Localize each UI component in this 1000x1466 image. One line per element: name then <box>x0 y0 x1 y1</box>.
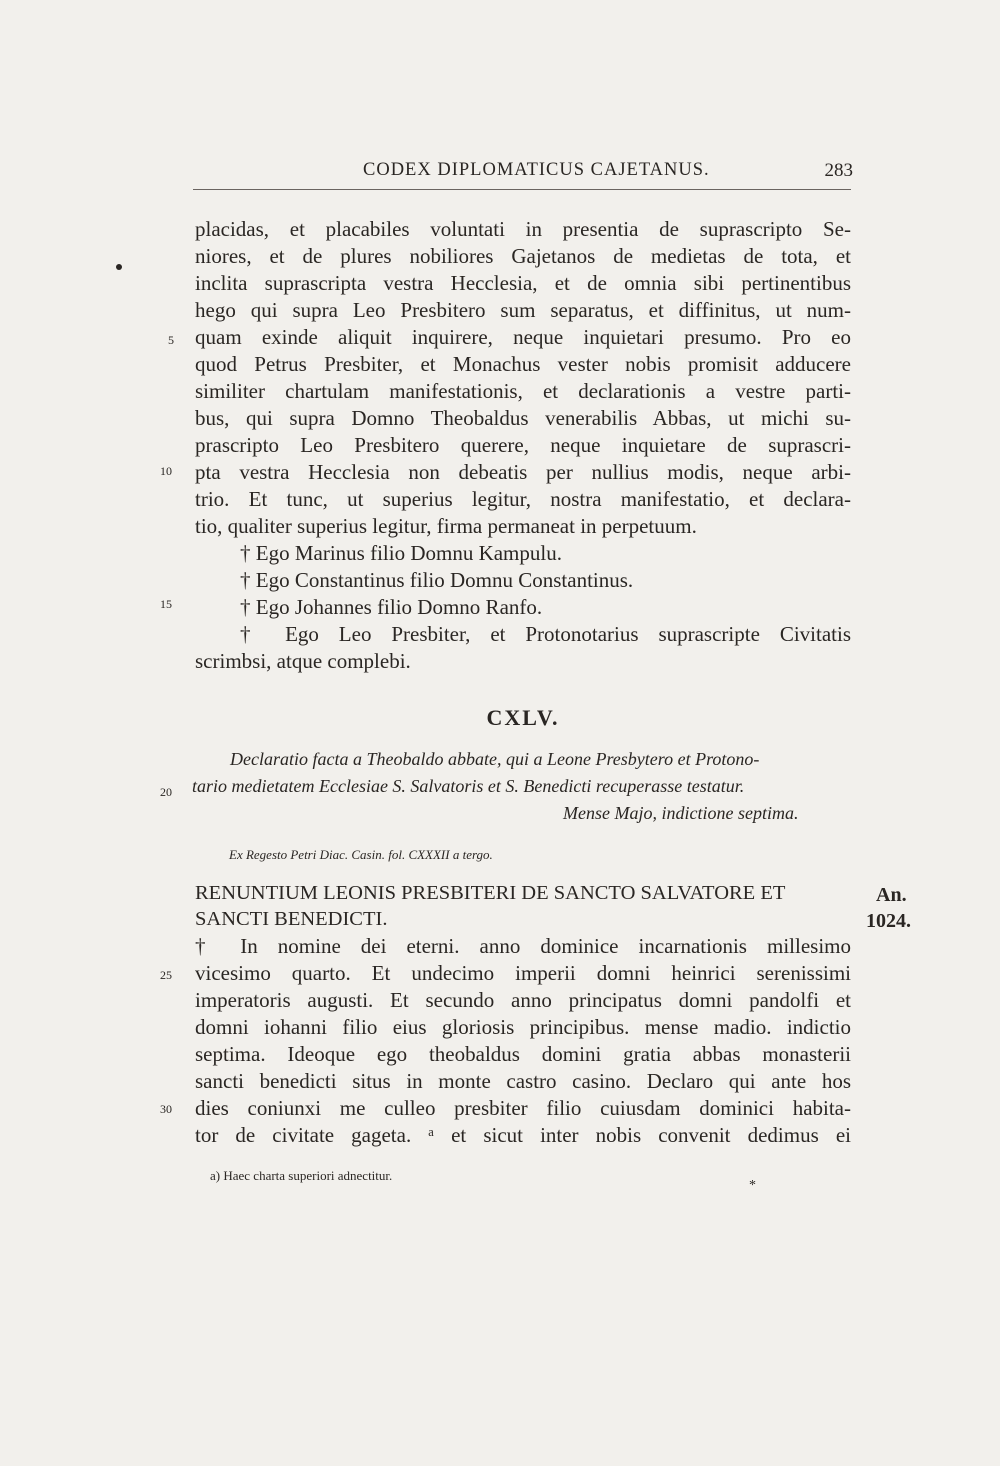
document-line: domni iohanni filio eius gloriosis principibus. mense madio. indictio <box>195 1015 851 1039</box>
document-line: tor de civitate gageta. ᵃ et sicut inter nobis convenit dedimus ei <box>195 1123 851 1147</box>
line-number: 25 <box>160 968 172 982</box>
source-note: Ex Regesto Petri Diac. Casin. fol. CXXXII a tergo. <box>229 847 493 862</box>
text-line: bus, qui supra Domno Theobaldus venerabilis Abbas, ut michi su- <box>195 406 851 430</box>
document-line: dies coniunxi me culleo presbiter filio cuiusdam dominici habita- <box>195 1096 851 1120</box>
document-line: vicesimo quarto. Et undecimo imperii domni heinrici serenissimi <box>195 961 851 985</box>
page-number: 283 <box>824 160 853 181</box>
text-line: prascripto Leo Presbitero querere, neque inquietare de suprascri- <box>195 433 851 457</box>
text-line: hego qui supra Leo Presbitero sum separatus, et diffinitus, ut num- <box>195 298 851 322</box>
document-line: sancti benedicti situs in monte castro casino. Declaro qui ante hos <box>195 1069 851 1093</box>
document-line: † In nomine dei eterni. anno dominice incarnationis millesimo <box>195 934 851 958</box>
text-line: similiter chartulam manifestationis, et declarationis a vestre parti- <box>195 379 851 403</box>
margin-dot <box>116 264 122 270</box>
line-number: 5 <box>168 333 174 347</box>
line-number: 30 <box>160 1102 172 1116</box>
summary-line: tario medietatem Ecclesiae S. Salvatoris et S. Benedicti recuperasse testatur. <box>192 776 745 796</box>
running-head <box>195 160 853 184</box>
document-title: SANCTI BENEDICTI. <box>195 908 388 930</box>
text-line: quam exinde aliquit inquirere, neque inquietari presumo. Pro eo <box>195 325 851 349</box>
text-line: niores, et de plures nobiliores Gajetanos de medietas de tota, et <box>195 244 851 268</box>
signature-line: † Ego Marinus filio Domnu Kampulu. <box>240 541 562 565</box>
line-number: 10 <box>160 464 172 478</box>
text-line: placidas, et placabiles voluntati in presentia de suprascripto Se- <box>195 217 851 241</box>
summary-line: Declaratio facta a Theobaldo abbate, qui a Leone Presbytero et Protono- <box>230 749 760 769</box>
document-line: septima. Ideoque ego theobaldus domini gratia abbas monasterii <box>195 1042 851 1066</box>
summary-line: Mense Majo, indictione septima. <box>563 803 799 823</box>
signature-mark: * <box>749 1178 756 1193</box>
line-number: 15 <box>160 597 172 611</box>
year-label: An. <box>876 884 907 906</box>
document-line: imperatoris augusti. Et secundo anno principatus domni pandolfi et <box>195 988 851 1012</box>
closing-line: scrimbsi, atque complebi. <box>195 649 411 673</box>
section-number: CXLV. <box>486 705 560 730</box>
text-line: trio. Et tunc, ut superius legitur, nostra manifestatio, et declara- <box>195 487 851 511</box>
year-value: 1024. <box>866 910 911 932</box>
signature-line: † Ego Leo Presbiter, et Protonotarius suprascripte Civitatis <box>240 622 851 646</box>
signature-line: † Ego Johannes filio Domno Ranfo. <box>240 595 543 619</box>
footnote: a) Haec charta superiori adnectitur. <box>210 1168 393 1183</box>
running-title: CODEX DIPLOMATICUS CAJETANUS. <box>363 160 710 180</box>
text-line: pta vestra Hecclesia non debeatis per nullius modis, neque arbi- <box>195 460 851 484</box>
text-line: inclita suprascripta vestra Hecclesia, et de omnia sibi pertinentibus <box>195 271 851 295</box>
text-line: quod Petrus Presbiter, et Monachus vester nobis promisit adducere <box>195 352 851 376</box>
text-line: tio, qualiter superius legitur, firma permaneat in perpetuum. <box>195 514 697 538</box>
line-number: 20 <box>160 785 172 799</box>
header-rule <box>193 189 851 190</box>
signature-line: † Ego Constantinus filio Domnu Constantinus. <box>240 568 634 592</box>
document-title: RENUNTIUM LEONIS PRESBITERI DE SANCTO SALVATORE ET <box>195 882 786 904</box>
